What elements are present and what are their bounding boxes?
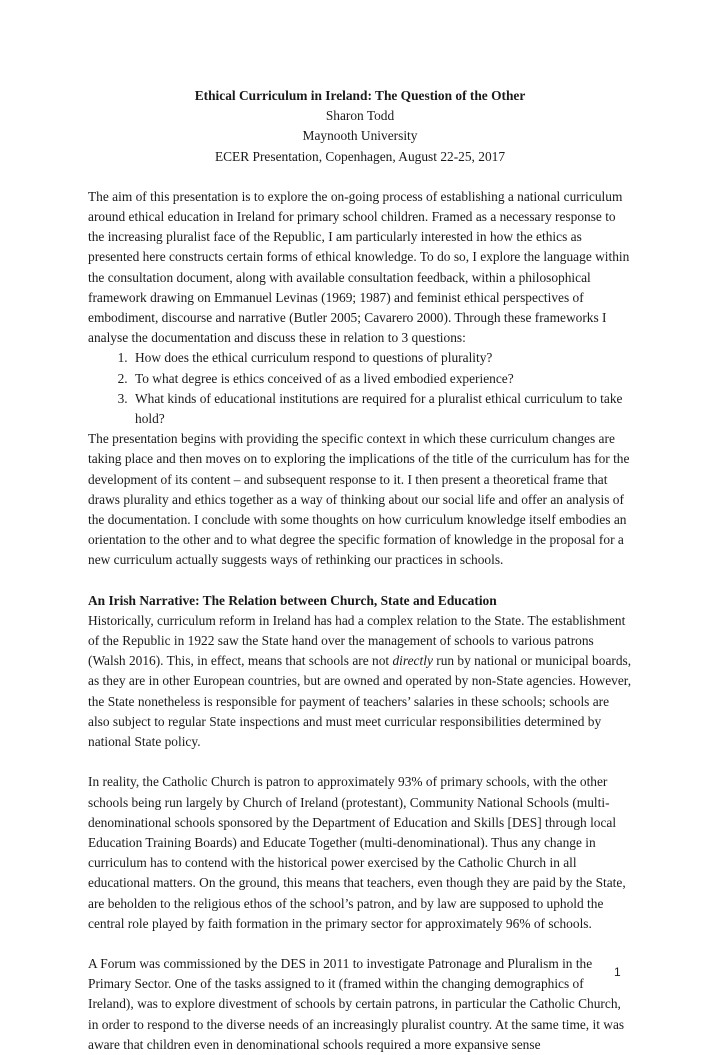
- section-paragraph-2: In reality, the Catholic Church is patron to approximately 93% of primary schools, with the other schools being run largely by Church of Ireland (protestant), Community National Schools (multi-denominational schools sponsored by the Department of Education and Skills [DES] through local Education Training Boards) and Educate Together (multi-denominational). Thus any change in curriculum has to contend with the historical power exercised by the Catholic Church in all educational matters. On the ground, this means that teachers, even though they are paid by the State, are beholden to the religious ethos of the school’s patron, and by law are supposed to uphold the central role played by faith formation in the primary sector for approximately 96% of schools.: [88, 774, 626, 931]
- research-questions-list: [88, 348, 632, 429]
- section-paragraph-1-part-b: run by national or municipal boards, as they are in other European countries, but are owned and operated by non-State agencies. However, the State nonetheless is responsible for payment of teachers’ salaries in these schools; schools are also subject to regular State inspections and must meet curricular responsibilities determined by national State policy.: [88, 653, 632, 750]
- intro-closing-paragraph: The presentation begins with providing the specific context in which these curriculum changes are taking place and then moves on to exploring the implications of the title of the curriculum has for the development of its content – and subsequent response to it. I then present a theoretical frame that draws plurality and ethics together as a way of thinking about our social life and offer an analysis of the documentation. I conclude with some thoughts on how curriculum knowledge itself embodies an orientation to the other and to what degree the specific formation of knowledge in the proposal for a new curriculum actually suggests ways of rethinking our practices in schools.: [88, 431, 630, 568]
- page-number: 1: [614, 965, 621, 979]
- section-paragraph-1-part-a: Historically, curriculum reform in Ireland has had a complex relation to the State. The establishment of the Republic in 1922 saw the State hand over the management of schools to various patrons (Walsh 2016). This, in effect, means that schools are not: [88, 612, 626, 669]
- paper-title: Ethical Curriculum in Ireland: The Question of the Other: [194, 88, 526, 103]
- research-question-2: 2. To what degree is ethics conceived of as a lived embodied experience?: [131, 369, 632, 389]
- intro-paragraph: The aim of this presentation is to explore the on-going process of establishing a national curriculum around ethical education in Ireland for primary school children. Framed as a necessary response to the increasing pluralist face of the Republic, I am particularly interested in how the ethics as presented here constructs certain forms of ethical knowledge. To do so, I explore the language within the consultation document, along with available consultation feedback, within a philosophical framework drawing on Emmanuel Levinas (1969; 1987) and feminist ethical perspectives of embodiment, discourse and narrative (Butler 2005; Cavarero 2000). Through these frameworks I analyse the documentation and discuss these in relation to 3 questions:: [88, 188, 630, 346]
- research-question-1: 1. How does the ethical curriculum respond to questions of plurality?: [131, 348, 632, 368]
- author-institution: Maynooth University: [302, 128, 418, 144]
- section-paragraph-3: A Forum was commissioned by the DES in 2011 to investigate Patronage and Pluralism in the Primary Sector. One of the tasks assigned to it (framed within the changing demographics of Ireland), was to explore divestment of schools by certain patrons, in particular the Catholic Church, in order to respond to the diverse needs of an increasingly pluralist country. At the same time, it was aware that children even in denominational schools required a more expansive sense: [88, 955, 625, 1052]
- section-paragraph-1: [88, 611, 632, 752]
- research-question-3: 3. What kinds of educational institutions are required for a pluralist ethical curriculum to take hold?: [131, 389, 632, 429]
- section-heading: An Irish Narrative: The Relation between Church, State and Education: [88, 592, 497, 608]
- emphasis-directly: directly: [392, 653, 433, 669]
- title-block: [88, 86, 632, 167]
- event-info: ECER Presentation, Copenhagen, August 22-25, 2017: [214, 148, 506, 164]
- document-page: [88, 86, 632, 1055]
- author-name: Sharon Todd: [325, 108, 395, 124]
